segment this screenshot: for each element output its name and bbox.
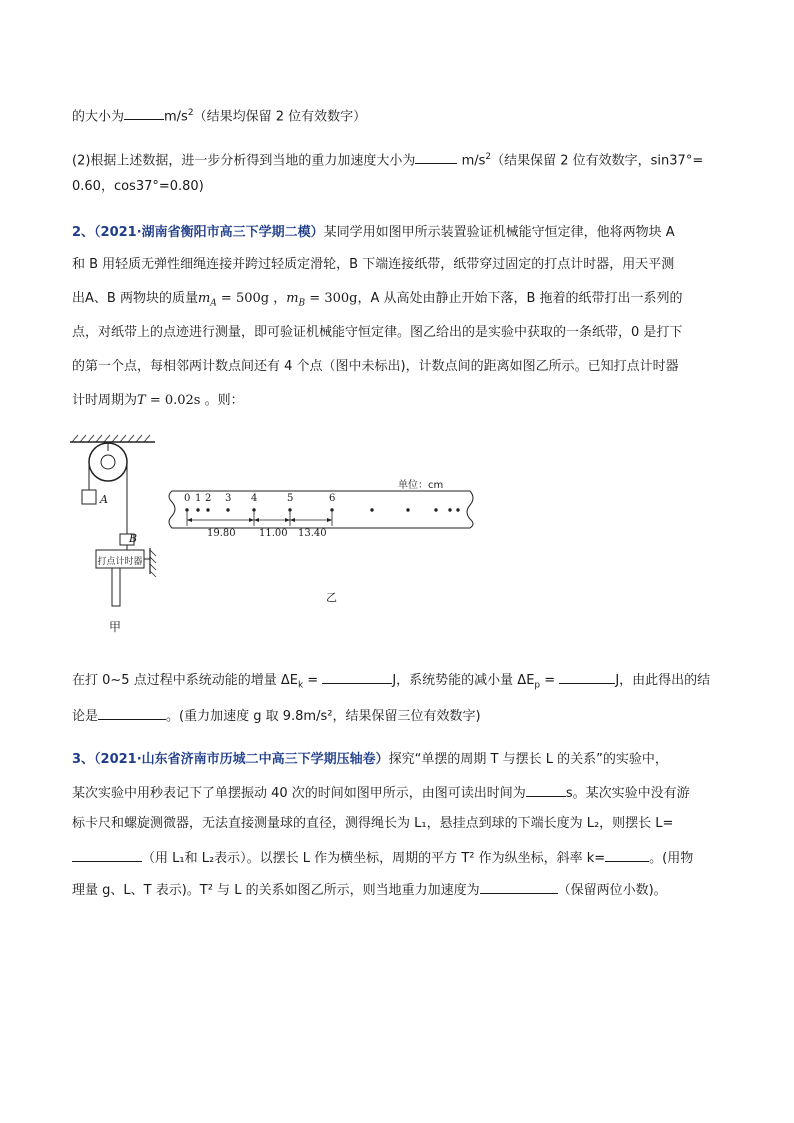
figure-yi-caption: 乙 — [326, 591, 337, 604]
point-label-6: 6 — [329, 493, 336, 504]
period-value: = 0.02s — [145, 393, 201, 408]
extra-dot — [406, 508, 409, 511]
pulley-axle — [101, 455, 115, 469]
block-a — [82, 490, 96, 504]
length-blank[interactable] — [72, 848, 142, 862]
q3-text: （保留两位小数)。 — [557, 883, 667, 898]
q1-line-3: 0.60，cos37°=0.80) — [72, 179, 204, 194]
conclusion-blank[interactable] — [98, 706, 166, 720]
label-a: A — [100, 493, 108, 506]
point-label-1: 1 — [195, 493, 202, 504]
wall-hatch — [150, 550, 156, 577]
answer-blank[interactable] — [415, 150, 457, 164]
point-0 — [185, 508, 188, 511]
q3-line-4 — [72, 848, 693, 868]
delta-ep-blank[interactable] — [559, 670, 615, 684]
q2-answer-line-2 — [72, 706, 481, 726]
ep-sub: p — [534, 680, 541, 691]
q2-text: 在打 0~5 点过程中系统动能的增量 ΔE — [72, 673, 298, 688]
q2-line-6 — [72, 392, 244, 410]
q2-text: ，A 从高处由静止开始下落，B 拖着的纸带打出一系列的 — [357, 291, 683, 306]
q2-text: 某同学用如图甲所示装置验证机械能守恒定律，他将两物块 A — [323, 225, 675, 240]
extra-dot — [448, 508, 451, 511]
mass-b-sub: B — [298, 298, 306, 309]
q3-text: s。某次实验中没有游 — [565, 786, 690, 801]
delta-ek-blank[interactable] — [322, 670, 392, 684]
period-symbol: T — [137, 393, 146, 408]
timer-label: 打点计时器 — [97, 557, 143, 567]
q3-text: 探究“单摆的周期 T 与摆长 L 的关系”的实验中， — [388, 752, 668, 767]
q2-text: = — [303, 673, 323, 688]
q3-text: 。(用物 — [649, 851, 694, 866]
q1-line-2: (2)根据上述数据，进一步分析得到当地的重力加速度大小为 $m/s^2$（结果保留 2 位有效数字，sin37°= — [72, 152, 704, 169]
q2-text: 。则： — [200, 393, 244, 408]
ceiling-hatch — [72, 435, 150, 442]
question-header: 2、（2021·湖南省衡阳市高三下学期二模） — [72, 225, 324, 240]
unit: m/s — [461, 153, 486, 169]
answer-blank[interactable] — [124, 106, 164, 120]
extra-dot — [456, 508, 459, 511]
paper-tape — [112, 568, 120, 606]
q3-line-3: 标卡尺和螺旋测微器，无法直接测量球的直径，测得绳长为 L₁，悬挂点到球的下端长度为 L₂，则摆长 L= — [72, 816, 674, 831]
q3-line-5 — [72, 880, 667, 900]
distance-5-6: 13.40 — [298, 528, 327, 539]
point-label-2: 2 — [205, 493, 212, 504]
q2-text: J，系统势能的减小量 ΔE — [392, 673, 535, 688]
point-6 — [330, 508, 333, 511]
mass-b-symbol: m — [286, 291, 299, 306]
point-1 — [196, 508, 199, 511]
mass-b-value: = 300g — [305, 291, 358, 306]
point-2 — [206, 508, 209, 511]
extra-dot — [434, 508, 437, 511]
time-blank[interactable] — [526, 783, 566, 797]
point-label-3: 3 — [225, 493, 232, 504]
q3-text: （用 L₁和 L₂表示）。以摆长 L 作为横坐标，周期的平方 T² 作为纵坐标，斜率 k= — [142, 851, 606, 866]
q3-text: 理量 g、L、T 表示)。T² 与 L 的关系如图乙所示，则当地重力加速度为 — [72, 883, 480, 898]
point-4 — [252, 508, 255, 511]
q1-text: （结果均保留 2 位有效数字） — [193, 109, 367, 125]
q3-line-1 — [72, 751, 668, 769]
point-5 — [288, 508, 291, 511]
gravity-blank[interactable] — [480, 880, 558, 894]
q3-text: 某次实验中用秒表记下了单摆振动 40 次的时间如图甲所示，由图可读出时间为 — [72, 786, 526, 801]
q2-line-4: 点，对纸带上的点迹进行测量，即可验证机械能守恒定律。图乙给出的是实验中获取的一条纸带，0 是打下 — [72, 325, 683, 340]
q2-text: = — [540, 673, 560, 688]
q2-line-5: 的第一个点，每相邻两计数点间还有 4 个点（图中未标出)，计数点间的距离如图乙所示。已知打点计时器 — [72, 359, 679, 374]
point-label-0: 0 — [184, 493, 191, 504]
unit-label: 单位：cm — [398, 480, 444, 491]
q2-answer-line-1 — [72, 670, 710, 695]
mass-a-symbol: m — [197, 291, 211, 306]
q2-text: 论是 — [72, 709, 99, 724]
q1-text: (2)根据上述数据，进一步分析得到当地的重力加速度大小为 — [72, 153, 416, 169]
distance-0-4: 19.80 — [207, 528, 236, 539]
label-b: B — [129, 532, 138, 545]
point-label-5: 5 — [287, 493, 294, 504]
question-header: 3、（2021·山东省济南市历城二中高三下学期压轴卷） — [72, 752, 389, 767]
mass-a-sub: A — [210, 298, 217, 309]
mass-a-value: = 500g ， — [216, 291, 287, 306]
q2-line-3 — [72, 290, 683, 313]
q2-line-1 — [72, 224, 675, 242]
q2-line-2: 和 B 用轻质无弹性细绳连接并跨过轻质定滑轮，B 下端连接纸带，纸带穿过固定的打点计时器，用天平测 — [72, 257, 675, 272]
q2-text: J，由此得出的结 — [615, 673, 711, 688]
q2-text: 出A、B 两物块的质量 — [72, 291, 198, 306]
q1-line-1: 的大小为 $m/s^2$（结果均保留 2 位有效数字） — [72, 108, 367, 125]
q2-text: 。(重力加速度 g 取 9.8m/s²，结果保留三位有效数字) — [166, 709, 481, 724]
apparatus-figure — [60, 432, 170, 637]
point-3 — [226, 508, 229, 511]
q1-text: 的大小为 — [72, 109, 125, 125]
point-label-4: 4 — [251, 493, 258, 504]
q1-text: （结果保留 2 位有效数字，sin37°= — [491, 153, 704, 169]
figure-jia-caption: 甲 — [109, 620, 122, 634]
slope-blank[interactable] — [605, 848, 649, 862]
q3-line-2 — [72, 783, 690, 803]
tape-outline — [169, 491, 473, 528]
ek-sub: k — [297, 680, 304, 691]
extra-dot — [370, 508, 373, 511]
q2-text: 计时周期为 — [72, 393, 138, 408]
distance-4-5: 11.00 — [259, 528, 288, 539]
unit: m/s — [164, 109, 188, 125]
